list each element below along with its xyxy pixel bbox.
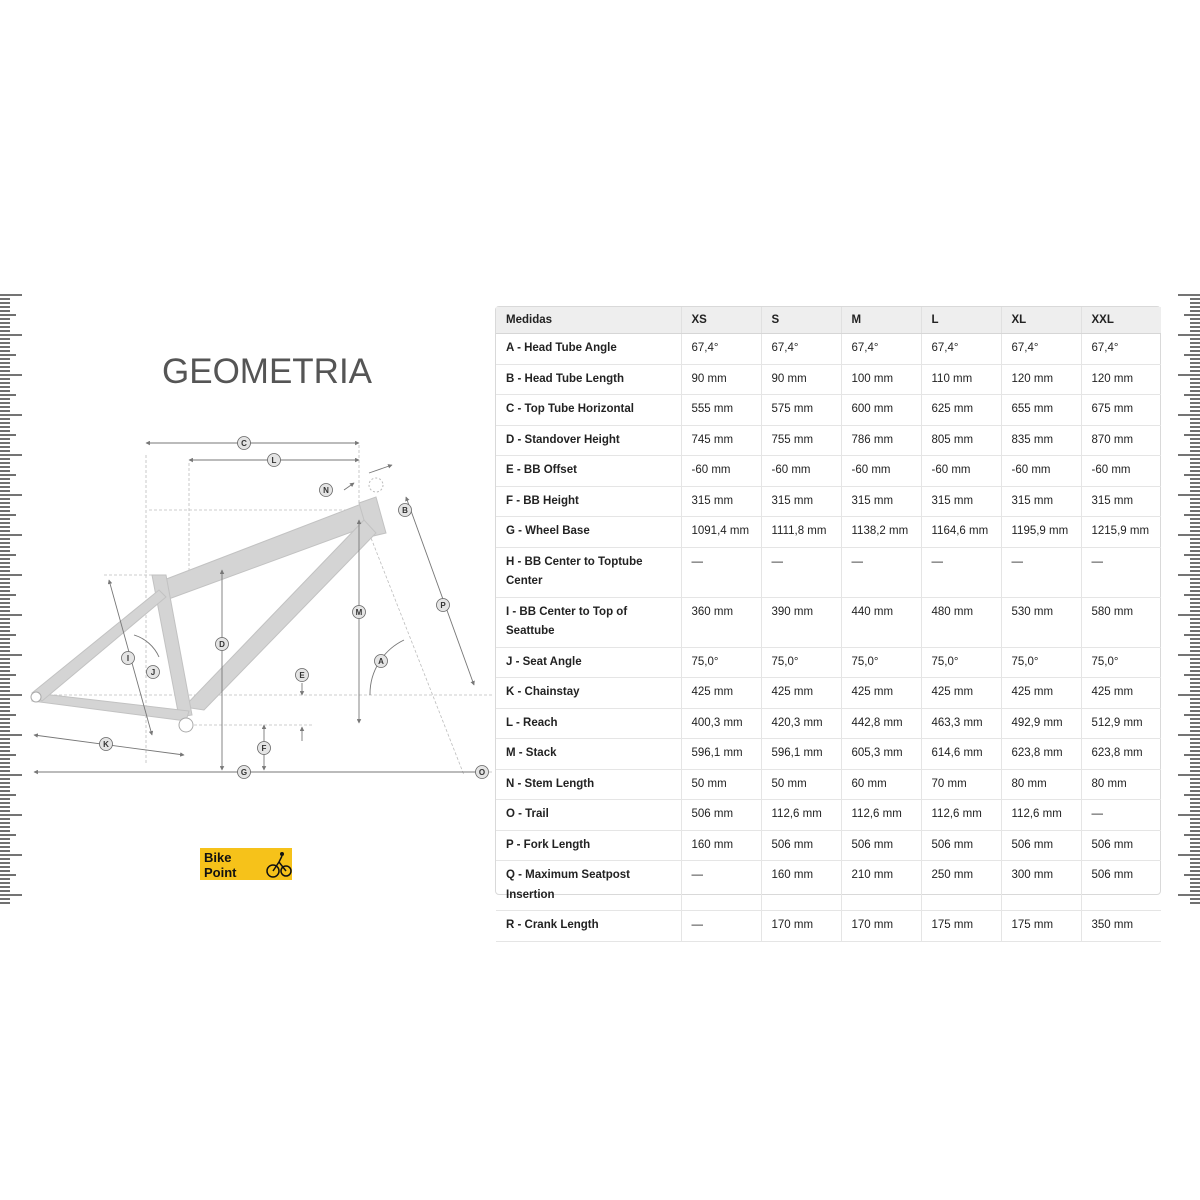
measure-value: — xyxy=(681,861,761,911)
measure-value: 870 mm xyxy=(1081,425,1161,456)
table-row xyxy=(496,456,1161,487)
measure-value: 250 mm xyxy=(921,861,1001,911)
measure-value: 1091,4 mm xyxy=(681,517,761,548)
diagram-label-e xyxy=(296,669,309,682)
measure-label: P - Fork Length xyxy=(496,830,681,861)
measure-value: -60 mm xyxy=(1001,456,1081,487)
diagram-label-d xyxy=(216,638,229,651)
measure-label: I - BB Center to Top of Seattube xyxy=(496,597,681,647)
table-row xyxy=(496,364,1161,395)
measure-value: 623,8 mm xyxy=(1001,739,1081,770)
measure-value: — xyxy=(841,547,921,597)
measure-value: 442,8 mm xyxy=(841,708,921,739)
measure-value: 580 mm xyxy=(1081,597,1161,647)
measure-value: 440 mm xyxy=(841,597,921,647)
svg-text:G: G xyxy=(240,768,248,777)
svg-text:C: C xyxy=(241,439,247,448)
diagram-label-k xyxy=(100,738,113,751)
svg-text:M: M xyxy=(355,608,363,617)
measure-value: 67,4° xyxy=(761,334,841,365)
measure-value: 605,3 mm xyxy=(841,739,921,770)
measure-value: 300 mm xyxy=(1001,861,1081,911)
measure-value: 425 mm xyxy=(841,678,921,709)
table-row xyxy=(496,830,1161,861)
table-row xyxy=(496,425,1161,456)
measure-label: O - Trail xyxy=(496,800,681,831)
measure-value: 1138,2 mm xyxy=(841,517,921,548)
measure-label: F - BB Height xyxy=(496,486,681,517)
measure-value: 425 mm xyxy=(1081,678,1161,709)
measure-value: 506 mm xyxy=(921,830,1001,861)
column-header-size: XXL xyxy=(1081,307,1161,334)
measure-value: 112,6 mm xyxy=(841,800,921,831)
measure-value: 425 mm xyxy=(681,678,761,709)
measure-value: 175 mm xyxy=(1001,911,1081,942)
measure-value: 420,3 mm xyxy=(761,708,841,739)
measure-label: A - Head Tube Angle xyxy=(496,334,681,365)
svg-text:O: O xyxy=(478,768,486,777)
measure-label: N - Stem Length xyxy=(496,769,681,800)
diagram-label-l xyxy=(268,454,281,467)
measure-value: 67,4° xyxy=(1001,334,1081,365)
measure-value: 170 mm xyxy=(761,911,841,942)
measure-label: M - Stack xyxy=(496,739,681,770)
left-ruler xyxy=(0,293,24,903)
measure-label: J - Seat Angle xyxy=(496,647,681,678)
measure-value: 655 mm xyxy=(1001,395,1081,426)
measure-value: 120 mm xyxy=(1081,364,1161,395)
measure-value: 315 mm xyxy=(761,486,841,517)
measure-value: 390 mm xyxy=(761,597,841,647)
diagram-label-b xyxy=(399,504,412,517)
table-row xyxy=(496,395,1161,426)
measure-value: 315 mm xyxy=(841,486,921,517)
measure-value: 75,0° xyxy=(761,647,841,678)
measure-value: 112,6 mm xyxy=(761,800,841,831)
right-ruler xyxy=(1176,293,1200,903)
measure-value: 50 mm xyxy=(681,769,761,800)
measure-value: 480 mm xyxy=(921,597,1001,647)
diagram-label-i xyxy=(122,652,135,665)
measure-value: 1215,9 mm xyxy=(1081,517,1161,548)
measure-value: 596,1 mm xyxy=(761,739,841,770)
table-row xyxy=(496,517,1161,548)
measure-value: 506 mm xyxy=(1081,861,1161,911)
measure-value: 315 mm xyxy=(921,486,1001,517)
diagram-label-a xyxy=(375,655,388,668)
table-row xyxy=(496,739,1161,770)
measure-value: 75,0° xyxy=(841,647,921,678)
svg-text:A: A xyxy=(378,657,384,666)
column-header-size: L xyxy=(921,307,1001,334)
measure-label: Q - Maximum Seatpost Insertion xyxy=(496,861,681,911)
measure-value: 425 mm xyxy=(921,678,1001,709)
table-row xyxy=(496,911,1161,942)
measure-value: 75,0° xyxy=(921,647,1001,678)
measure-label: R - Crank Length xyxy=(496,911,681,942)
diagram-label-n xyxy=(320,484,333,497)
measure-value: 112,6 mm xyxy=(1001,800,1081,831)
table-header-row xyxy=(496,307,1161,334)
measure-value: 160 mm xyxy=(681,830,761,861)
measure-value: 623,8 mm xyxy=(1081,739,1161,770)
column-header-size: XS xyxy=(681,307,761,334)
measure-value: 90 mm xyxy=(761,364,841,395)
measure-value: 1111,8 mm xyxy=(761,517,841,548)
diagram-label-g xyxy=(238,766,251,779)
measure-value: 170 mm xyxy=(841,911,921,942)
measure-value: 614,6 mm xyxy=(921,739,1001,770)
measure-value: 555 mm xyxy=(681,395,761,426)
measure-value: 50 mm xyxy=(761,769,841,800)
table-row xyxy=(496,678,1161,709)
measure-value: 120 mm xyxy=(1001,364,1081,395)
measure-value: 75,0° xyxy=(681,647,761,678)
measure-value: -60 mm xyxy=(1081,456,1161,487)
measure-value: 745 mm xyxy=(681,425,761,456)
measure-value: — xyxy=(681,547,761,597)
svg-text:D: D xyxy=(219,640,225,649)
measure-value: 112,6 mm xyxy=(921,800,1001,831)
measure-value: 210 mm xyxy=(841,861,921,911)
measure-label: C - Top Tube Horizontal xyxy=(496,395,681,426)
measure-value: 506 mm xyxy=(761,830,841,861)
measure-value: 786 mm xyxy=(841,425,921,456)
logo-line2: Point xyxy=(204,865,237,880)
measure-value: 835 mm xyxy=(1001,425,1081,456)
measure-value: 625 mm xyxy=(921,395,1001,426)
column-header-size: S xyxy=(761,307,841,334)
svg-text:B: B xyxy=(402,506,408,515)
diagram-label-p xyxy=(437,599,450,612)
measure-label: K - Chainstay xyxy=(496,678,681,709)
table-row xyxy=(496,647,1161,678)
geometry-table xyxy=(496,307,1161,942)
measure-value: 530 mm xyxy=(1001,597,1081,647)
svg-text:L: L xyxy=(271,456,277,465)
measure-value: 80 mm xyxy=(1081,769,1161,800)
measure-value: -60 mm xyxy=(761,456,841,487)
measure-value: 675 mm xyxy=(1081,395,1161,426)
svg-text:E: E xyxy=(299,671,305,680)
measure-value: 100 mm xyxy=(841,364,921,395)
measure-value: 805 mm xyxy=(921,425,1001,456)
measure-label: H - BB Center to Toptube Center xyxy=(496,547,681,597)
measure-value: 67,4° xyxy=(921,334,1001,365)
measure-label: L - Reach xyxy=(496,708,681,739)
svg-text:K: K xyxy=(103,740,109,749)
measure-value: — xyxy=(1001,547,1081,597)
measure-value: 67,4° xyxy=(1081,334,1161,365)
table-row xyxy=(496,708,1161,739)
page-title: GEOMETRIA xyxy=(162,352,373,391)
measure-label: E - BB Offset xyxy=(496,456,681,487)
measure-value: -60 mm xyxy=(681,456,761,487)
table-row xyxy=(496,547,1161,597)
measure-value: -60 mm xyxy=(921,456,1001,487)
diagram-label-f xyxy=(258,742,271,755)
measure-value: 75,0° xyxy=(1081,647,1161,678)
measure-value: 506 mm xyxy=(681,800,761,831)
measure-value: 80 mm xyxy=(1001,769,1081,800)
measure-value: 67,4° xyxy=(841,334,921,365)
measure-label: G - Wheel Base xyxy=(496,517,681,548)
measure-value: 315 mm xyxy=(1001,486,1081,517)
measure-value: 492,9 mm xyxy=(1001,708,1081,739)
measure-value: 315 mm xyxy=(1081,486,1161,517)
measure-value: 70 mm xyxy=(921,769,1001,800)
measure-value: 1195,9 mm xyxy=(1001,517,1081,548)
table-row xyxy=(496,861,1161,911)
measure-value: 425 mm xyxy=(1001,678,1081,709)
diagram-label-c xyxy=(238,437,251,450)
measure-value: 110 mm xyxy=(921,364,1001,395)
measure-value: 425 mm xyxy=(761,678,841,709)
measure-value: 506 mm xyxy=(841,830,921,861)
svg-text:I: I xyxy=(126,654,130,663)
svg-text:J: J xyxy=(150,668,156,677)
svg-text:F: F xyxy=(261,744,267,753)
diagram-label-o xyxy=(476,766,489,779)
svg-text:P: P xyxy=(440,601,446,610)
table-row xyxy=(496,597,1161,647)
measure-value: 60 mm xyxy=(841,769,921,800)
measure-label: B - Head Tube Length xyxy=(496,364,681,395)
measure-value: 463,3 mm xyxy=(921,708,1001,739)
geometry-table-container xyxy=(495,306,1161,931)
measure-value: 67,4° xyxy=(681,334,761,365)
measure-value: — xyxy=(761,547,841,597)
measure-value: — xyxy=(921,547,1001,597)
table-row xyxy=(496,800,1161,831)
measure-value: -60 mm xyxy=(841,456,921,487)
logo-line1: Bike xyxy=(204,850,232,865)
measure-value: 315 mm xyxy=(681,486,761,517)
measure-value: 350 mm xyxy=(1081,911,1161,942)
measure-value: 1164,6 mm xyxy=(921,517,1001,548)
table-row xyxy=(496,486,1161,517)
measure-label: D - Standover Height xyxy=(496,425,681,456)
measure-value: — xyxy=(1081,800,1161,831)
measure-value: 75,0° xyxy=(1001,647,1081,678)
column-header-size: XL xyxy=(1001,307,1081,334)
measure-value: 506 mm xyxy=(1001,830,1081,861)
diagram-label-j xyxy=(147,666,160,679)
measure-value: 400,3 mm xyxy=(681,708,761,739)
measure-value: — xyxy=(681,911,761,942)
bike-point-logo xyxy=(200,848,292,880)
measure-value: — xyxy=(1081,547,1161,597)
column-header-size: M xyxy=(841,307,921,334)
column-header-measure: Medidas xyxy=(496,307,681,334)
frame-geometry-diagram xyxy=(24,425,494,785)
measure-value: 90 mm xyxy=(681,364,761,395)
svg-text:N: N xyxy=(323,486,329,495)
measure-value: 360 mm xyxy=(681,597,761,647)
table-row xyxy=(496,334,1161,365)
measure-value: 755 mm xyxy=(761,425,841,456)
diagram-label-m xyxy=(353,606,366,619)
measure-value: 512,9 mm xyxy=(1081,708,1161,739)
table-row xyxy=(496,769,1161,800)
measure-value: 596,1 mm xyxy=(681,739,761,770)
measure-value: 506 mm xyxy=(1081,830,1161,861)
measure-value: 175 mm xyxy=(921,911,1001,942)
measure-value: 600 mm xyxy=(841,395,921,426)
measure-value: 575 mm xyxy=(761,395,841,426)
measure-value: 160 mm xyxy=(761,861,841,911)
